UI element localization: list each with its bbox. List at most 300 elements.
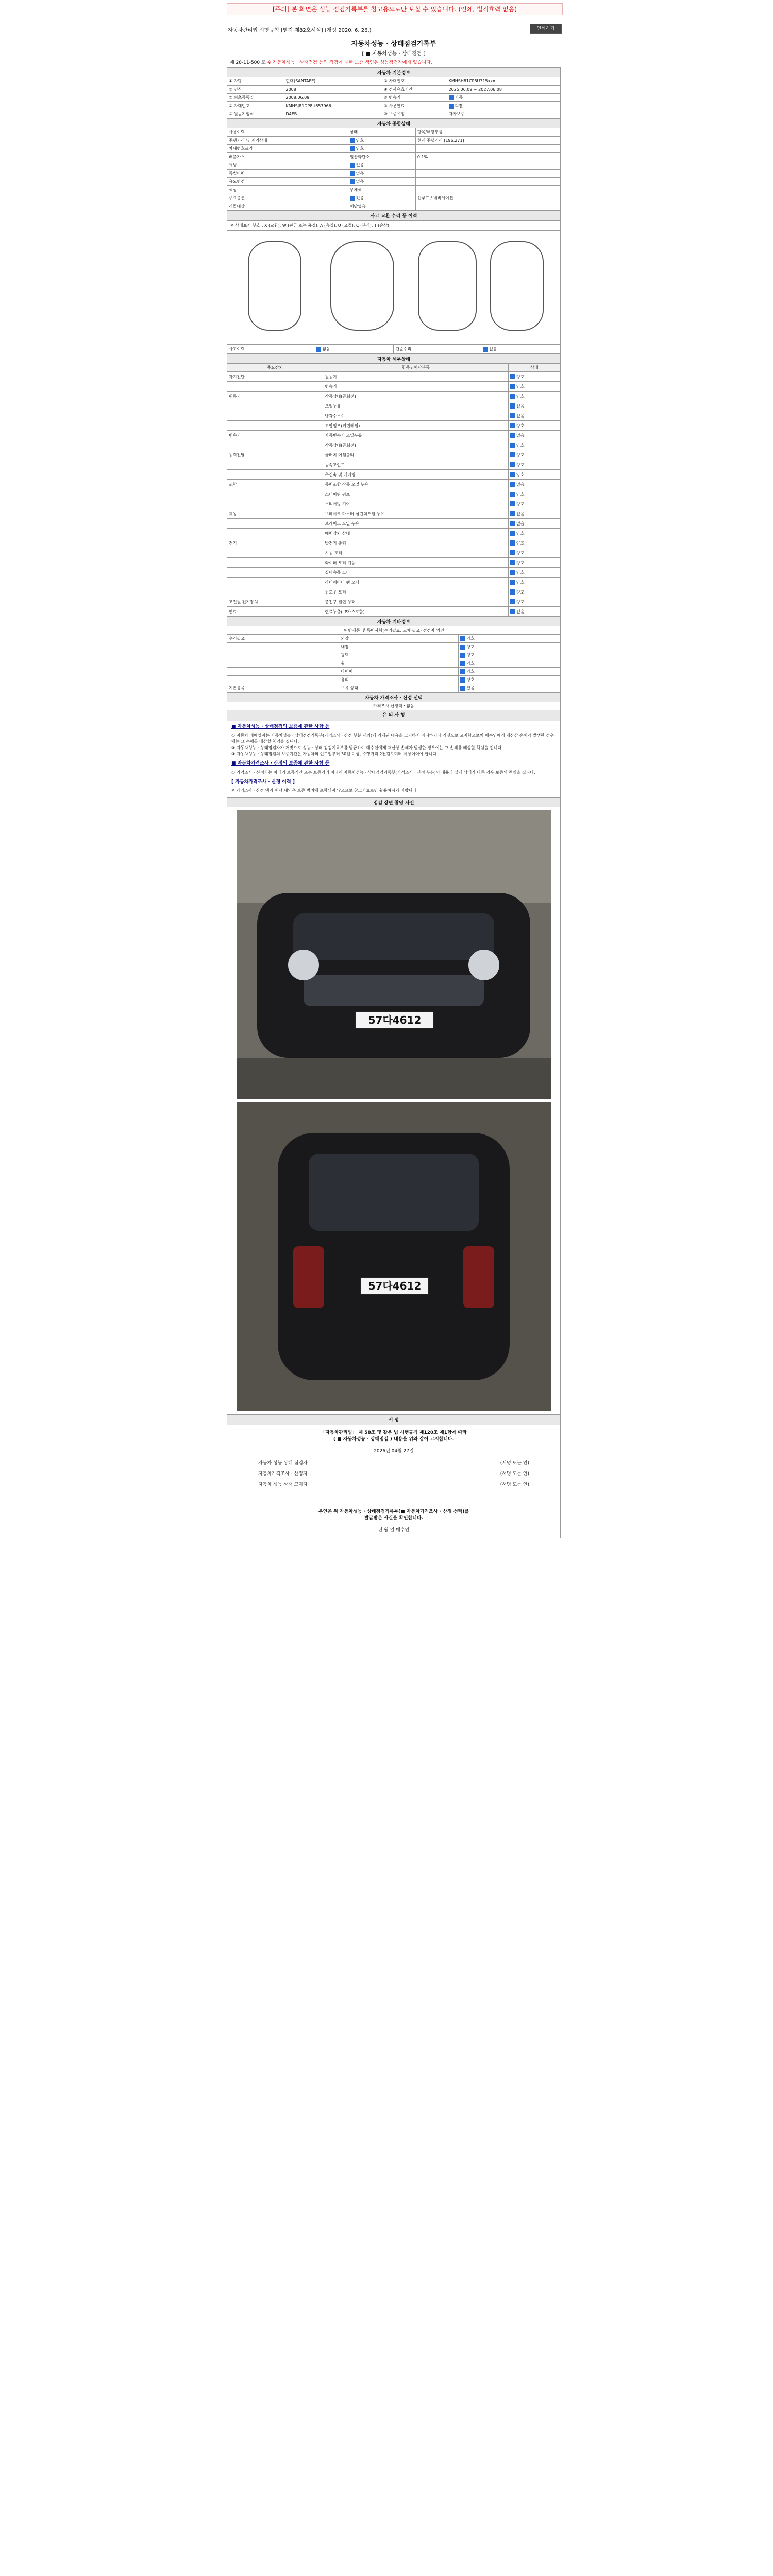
checkbox-icon (460, 645, 465, 650)
inspection-cell: 동력조향 작동 오일 누유 (323, 480, 509, 489)
inspection-row (227, 538, 561, 548)
checkbox-icon (510, 501, 515, 506)
etc-cell (227, 659, 339, 668)
checkbox-icon (510, 540, 515, 546)
checkbox-icon (510, 394, 515, 399)
checkbox-icon (510, 384, 515, 389)
status-cell: 배출가스 (227, 153, 348, 161)
etc-cell: 양호 (459, 676, 561, 684)
inspection-row (227, 529, 561, 538)
footer-section (227, 1497, 561, 1538)
price-table (227, 692, 561, 710)
etc-row (227, 676, 561, 684)
footer-line2: 발급받은 사실을 확인합니다. (364, 1516, 423, 1521)
status-cell: 일산화탄소 (348, 153, 415, 161)
status-cell: 없음 (348, 161, 415, 170)
inspection-row (227, 372, 561, 382)
inspection-cell: 없음 (509, 411, 561, 421)
status-cell: 주행거리 및 계기상태 (227, 137, 348, 145)
car-rear-photo-icon (237, 1102, 551, 1411)
document-note (230, 59, 558, 65)
etc-cell: 타이어 (339, 668, 459, 676)
etc-cell: 광택 (339, 651, 459, 659)
accident-value: 없음 (314, 345, 394, 353)
checkbox-icon (460, 686, 465, 691)
price-head: 자동차 가격조사 · 산정 선택 (227, 693, 561, 702)
inspection-row (227, 460, 561, 470)
accident-table (227, 211, 561, 221)
checkbox-icon (510, 511, 515, 516)
status-row (227, 161, 561, 170)
inspection-row (227, 480, 561, 489)
vehicle-row (227, 77, 561, 86)
vehicle-cell: 2025.06.09 ~ 2027.06.08 (447, 86, 560, 94)
checkbox-icon (449, 104, 454, 109)
inspection-cell: 연료누출(LP가스포함) (323, 607, 509, 617)
footer-line3: 년 월 일 매수인 (378, 1528, 410, 1533)
inspection-col: 주요장치 (227, 364, 323, 372)
etc-row (227, 684, 561, 692)
inspection-cell (227, 578, 323, 587)
vehicle-photo-rear (237, 1102, 551, 1411)
signature-line1: 「자동차관리법」 제 58조 및 같은 법 시행규칙 제120조 제1항에 따라 (321, 1430, 467, 1435)
etc-table (227, 617, 561, 692)
inspection-cell (227, 421, 323, 431)
inspection-cell: 오일누유 (323, 401, 509, 411)
repair-value: 없음 (481, 345, 560, 353)
photo-section (227, 798, 561, 1415)
vehicle-cell: ② 차대번호 (382, 77, 447, 86)
checkbox-icon (510, 589, 515, 595)
notice-section (227, 710, 561, 798)
etc-cell: 기본품목 (227, 684, 339, 692)
inspection-cell: 와이퍼 모터 기능 (323, 558, 509, 568)
inspection-cell (227, 499, 323, 509)
inspection-cell: 고전원 전기장치 (227, 597, 323, 607)
inspection-cell: 브레이크 오일 누유 (323, 519, 509, 529)
status-cell: 차대번호표기 (227, 145, 348, 153)
vehicle-cell: 자가보증 (447, 110, 560, 118)
vehicle-cell: ⑨ 원동기형식 (227, 110, 284, 118)
inspection-cell: 윈도우 모터 (323, 587, 509, 597)
checkbox-icon (510, 443, 515, 448)
etc-cell: 양호 (459, 643, 561, 651)
inspection-cell: 연료 (227, 607, 323, 617)
vehicle-cell: 현대(SANTAFE) (284, 77, 382, 86)
vehicle-cell: KMHSJ81DP8U657966 (284, 102, 382, 110)
inspection-row (227, 470, 561, 480)
etc-cell: 휠 (339, 659, 459, 668)
notice-paragraph: ① 가격조사 · 산정자는 아래의 보증기간 또는 보증거리 이내에 자동차성능 · 상태점검기록부(가격조사 · 산정 부분)의 내용과 실제 상태가 다른 경우 보증의 책임을 집니다. (231, 770, 535, 775)
inspection-document (227, 36, 561, 1538)
signature-date: 2026년 04월 27일 (374, 1449, 414, 1454)
inspection-table (227, 353, 561, 617)
vehicle-cell: KMHSH81CP8U315xxx (447, 77, 560, 86)
status-row (227, 128, 561, 137)
inspection-row (227, 568, 561, 578)
etc-cell: 외장 (339, 635, 459, 643)
etc-cell: 보유 상태 (339, 684, 459, 692)
inspection-row (227, 558, 561, 568)
notice-paragraph: ※ 가격조사 · 산정 액과 해당 내역은 보증 범위에 포함되지 않으므로 참고자료로만 활용하시기 바랍니다. (231, 788, 418, 793)
inspection-cell: 양호 (509, 538, 561, 548)
inspection-cell: 배력장치 상태 (323, 529, 509, 538)
checkbox-icon (510, 599, 515, 604)
status-cell: 색상 (227, 186, 348, 194)
inspection-cell: 없음 (509, 431, 561, 440)
etc-cell: 내장 (339, 643, 459, 651)
inspection-cell: 양호 (509, 568, 561, 578)
accident-legend: ※ 상태표시 부호 : X (교환), W (판금 또는 용접), A (흠집), U (요철), C (부식), T (손상) (227, 221, 561, 231)
signature-head: 서 명 (227, 1415, 560, 1425)
checkbox-icon (316, 347, 321, 352)
etc-row (227, 668, 561, 676)
checkbox-icon (510, 374, 515, 379)
inspection-cell: 없음 (509, 519, 561, 529)
car-top-icon (330, 241, 394, 331)
checkbox-icon (460, 636, 465, 641)
inspection-cell: 동력전달 (227, 450, 323, 460)
inspection-cell: 양호 (509, 499, 561, 509)
vehicle-cell: ⑦ 차대번호 (227, 102, 284, 110)
checkbox-icon (460, 653, 465, 658)
etc-sub: ※ 반제품 및 특이사항(수리필요, 교체 필요) 점검자 의견 (227, 626, 561, 635)
checkbox-icon (510, 452, 515, 457)
inspection-cell: 작동상태(공회전) (323, 392, 509, 401)
inspection-row (227, 509, 561, 519)
inspection-cell: 라디에이터 팬 모터 (323, 578, 509, 587)
status-cell: 주요옵션 (227, 194, 348, 202)
etc-row (227, 651, 561, 659)
status-cell: 특별이력 (227, 170, 348, 178)
accident-label: 사고이력 (227, 345, 314, 353)
price-value: 가격조사 산정액 : 없음 (227, 702, 561, 710)
status-cell (415, 161, 560, 170)
accident-summary (227, 345, 561, 353)
inspection-row (227, 450, 561, 460)
signature-section (227, 1415, 561, 1497)
checkbox-icon (510, 550, 515, 555)
etc-row (227, 659, 561, 668)
inspection-cell (227, 489, 323, 499)
vehicle-cell: ③ 연식 (227, 86, 284, 94)
etc-row (227, 643, 561, 651)
inspection-cell (227, 558, 323, 568)
inspection-col: 상태 (509, 364, 561, 372)
etc-cell: 양호 (459, 668, 561, 676)
vehicle-cell: 2008.06.09 (284, 94, 382, 102)
checkbox-icon (510, 462, 515, 467)
inspection-head: 자동차 세부상태 (227, 354, 561, 364)
checkbox-icon (350, 146, 355, 151)
status-row (227, 186, 561, 194)
status-cell (415, 178, 560, 186)
inspection-cell: 양호 (509, 460, 561, 470)
etc-cell: 양호 (459, 635, 561, 643)
inspection-row (227, 440, 561, 450)
checkbox-icon (510, 413, 515, 418)
checkbox-icon (460, 661, 465, 666)
vehicle-cell: 디젤 (447, 102, 560, 110)
notice-title: 유 의 사 항 (227, 710, 560, 721)
checkbox-icon (460, 677, 465, 683)
status-row (227, 137, 561, 145)
inspection-row (227, 382, 561, 392)
checkbox-icon (510, 492, 515, 497)
inspection-cell: 클러치 어셈블리 (323, 450, 509, 460)
notice-paragraph: ③ 자동차성능 · 상태점검의 보증기간은 자동차의 인도일부터 30일 이상, 주행거리 2천킬로미터 이상이어야 합니다. (231, 752, 438, 756)
etc-cell (227, 668, 339, 676)
status-row (227, 202, 561, 211)
document-title: 자동차성능 · 상태점검기록부 (351, 40, 436, 48)
inspection-cell: 스티어링 기어 (323, 499, 509, 509)
vehicle-cell: ① 차명 (227, 77, 284, 86)
photo-head: 점검 장면 촬영 사진 (227, 798, 560, 807)
inspection-row (227, 489, 561, 499)
etc-head: 자동차 기타정보 (227, 617, 561, 626)
checkbox-icon (350, 179, 355, 184)
checkbox-icon (350, 138, 355, 143)
signature-row: 자동차가격조사 · 산정자 (서명 또는 인) (258, 1471, 529, 1477)
inspection-row (227, 421, 561, 431)
inspection-cell: 등속조인트 (323, 460, 509, 470)
status-cell: 없음 (348, 178, 415, 186)
checkbox-icon (510, 423, 515, 428)
inspection-cell: 양호 (509, 470, 561, 480)
checkbox-icon (510, 531, 515, 536)
inspection-cell: 조향 (227, 480, 323, 489)
checkbox-icon (483, 347, 488, 352)
inspection-cell: 없음 (509, 401, 561, 411)
inspection-cell: 작동상태(공회전) (323, 440, 509, 450)
signature-line2: ( ■ 자동차성능 · 상태점검 ) 내용을 위와 같이 고지합니다. (333, 1437, 455, 1442)
checkbox-icon (510, 472, 515, 477)
notice-heading-3: [ 자동차가격조사 · 산정 이력 ] (231, 779, 295, 785)
inspection-cell: 양호 (509, 529, 561, 538)
checkbox-icon (510, 521, 515, 526)
warning-banner: [주의] 본 화면은 성능 점검기록부를 참고용으로만 보실 수 있습니다. (인쇄, 법적효력 없음) (227, 3, 563, 15)
status-cell: 있음 (348, 194, 415, 202)
etc-cell (227, 676, 339, 684)
inspection-cell: 원동기 (323, 372, 509, 382)
inspection-row (227, 499, 561, 509)
status-cell: 리콜대상 (227, 202, 348, 211)
status-cell: 용도변경 (227, 178, 348, 186)
inspection-cell (227, 411, 323, 421)
vehicle-row (227, 102, 561, 110)
vehicle-row (227, 94, 561, 102)
inspection-cell: 브레이크 마스터 실린더오일 누유 (323, 509, 509, 519)
checkbox-icon (510, 433, 515, 438)
inspection-cell (227, 529, 323, 538)
inspection-cell: 자기진단 (227, 372, 323, 382)
repair-label: 단순수리 (394, 345, 481, 353)
signature-row: 자동차 성능 상태 점검자 (서명 또는 인) (258, 1461, 529, 1466)
vehicle-cell: ⑩ 보증유형 (382, 110, 447, 118)
checkbox-icon (460, 669, 465, 674)
vehicle-cell: D4EB (284, 110, 382, 118)
notice-paragraph: ② 자동차성능 · 상태점검자가 거짓으로 성능 · 상태 점검기록부를 발급하여 매수인에게 재산상 손해가 발생한 경우에는 그 손해를 배상할 책임을 집니다. (231, 745, 503, 750)
etc-cell: 양호 (459, 659, 561, 668)
car-diagram (227, 231, 561, 345)
checkbox-icon (350, 163, 355, 168)
inspection-row (227, 607, 561, 617)
status-row (227, 194, 561, 202)
notice-paragraph: ① 자동차 매매업자는 자동차성능 · 상태점검기록부(가격조사 · 산정 부분 제외)에 기재된 내용을 고지하지 아니하거나 거짓으로 고지함으로써 매수인에게 재산상 손해가 발생한 경우에는 그 손해를 배상할 책임을 집니다. (231, 733, 554, 744)
status-cell (415, 202, 560, 211)
status-cell (415, 145, 560, 153)
inspection-cell: 냉각수누수 (323, 411, 509, 421)
inspection-cell: 발전기 출력 (323, 538, 509, 548)
checkbox-icon (510, 609, 515, 614)
status-cell: 0.1% (415, 153, 560, 161)
etc-cell: 있음 (459, 684, 561, 692)
vehicle-cell: 자동 (447, 94, 560, 102)
inspection-cell: 없음 (509, 509, 561, 519)
checkbox-icon (510, 570, 515, 575)
inspection-cell (227, 460, 323, 470)
car-side-right-icon (490, 241, 544, 331)
inspection-cell: 원동기 (227, 392, 323, 401)
inspection-cell: 양호 (509, 372, 561, 382)
checkbox-icon (350, 196, 355, 201)
notice-heading-1: ■ 자동차성능 · 상태점검의 보증에 관한 사항 등 (231, 724, 330, 730)
etc-cell (227, 651, 339, 659)
inspection-cell: 자동변속기 오일누유 (323, 431, 509, 440)
inspection-cell: 양호 (509, 392, 561, 401)
car-front-photo-icon (237, 810, 551, 1099)
inspection-row (227, 431, 561, 440)
inspection-cell: 양호 (509, 382, 561, 392)
vehicle-cell: 2008 (284, 86, 382, 94)
top-bar (227, 24, 562, 35)
inspection-cell: 양호 (509, 421, 561, 431)
inspection-cell (227, 401, 323, 411)
inspection-row (227, 587, 561, 597)
vehicle-head: 자동차 기본정보 (227, 68, 561, 77)
inspection-cell: 양호 (509, 489, 561, 499)
etc-cell: 유리 (339, 676, 459, 684)
inspection-cell: 없음 (509, 480, 561, 489)
inspection-cell: 양호 (509, 587, 561, 597)
document-red-note: ※ 자동차성능 · 상태점검 등의 점검에 대한 보증 책임은 성능점검자에게 있습니다. (267, 60, 432, 65)
inspection-cell: 양호 (509, 548, 561, 558)
status-row (227, 170, 561, 178)
vehicle-row (227, 110, 561, 118)
notice-heading-2: ■ 자동차가격조사 · 산정의 보증에 관한 사항 등 (231, 761, 330, 766)
inspection-cell: 스티어링 펌프 (323, 489, 509, 499)
car-side-left-icon (248, 241, 301, 331)
inspection-cell (227, 587, 323, 597)
inspection-cell: 실내송풍 모터 (323, 568, 509, 578)
status-cell: 튜닝 (227, 161, 348, 170)
status-cell: 선루프 / 네비게이션 (415, 194, 560, 202)
vehicle-cell: ④ 검사유효기간 (382, 86, 447, 94)
status-cell: 사용이력 (227, 128, 348, 137)
checkbox-icon (350, 171, 355, 176)
inspection-cell: 제동 (227, 509, 323, 519)
inspection-cell: 양호 (509, 578, 561, 587)
status-cell: 양호 (348, 137, 415, 145)
status-cell: 해당없음 (348, 202, 415, 211)
vehicle-cell: ⑧ 사용연료 (382, 102, 447, 110)
inspection-cell: 추진축 및 베어링 (323, 470, 509, 480)
inspection-cell: 전기 (227, 538, 323, 548)
checkbox-icon (510, 560, 515, 565)
status-cell: 항목/해당부품 (415, 128, 560, 137)
etc-cell: 양호 (459, 651, 561, 659)
car-bottom-icon (418, 241, 477, 331)
status-cell (415, 170, 560, 178)
status-cell (415, 186, 560, 194)
inspection-row (227, 519, 561, 529)
inspection-cell (227, 470, 323, 480)
status-table (227, 118, 561, 211)
status-cell: 무채색 (348, 186, 415, 194)
vehicle-cell: ⑤ 최초등록일 (227, 94, 284, 102)
etc-cell (227, 643, 339, 651)
inspection-cell (227, 440, 323, 450)
inspection-col: 항목 / 해당부품 (323, 364, 509, 372)
status-row (227, 178, 561, 186)
checkbox-icon (449, 95, 454, 100)
vehicle-photo-front (237, 810, 551, 1099)
inspection-cell: 양호 (509, 440, 561, 450)
signature-row: 자동차 성능 상태 고지자 (서명 또는 인) (258, 1482, 529, 1487)
inspection-cell (227, 382, 323, 392)
inspection-cell (227, 568, 323, 578)
license-plate: 57다4612 (360, 1277, 429, 1295)
status-cell: 양호 (348, 145, 415, 153)
inspection-cell: 없음 (509, 607, 561, 617)
inspection-row (227, 548, 561, 558)
inspection-cell (227, 548, 323, 558)
inspection-cell: 시동 모터 (323, 548, 509, 558)
checkbox-icon (510, 580, 515, 585)
etc-cell: 수리필요 (227, 635, 339, 643)
inspection-cell: 변속기 (323, 382, 509, 392)
inspection-row (227, 392, 561, 401)
print-button[interactable]: 인쇄하기 (530, 24, 562, 34)
document-number: 제 28-11-500 호 (230, 60, 266, 65)
footer-line1: 본인은 위 자동차성능 · 상태점검기록부(■ 자동차가격조사 · 산정 선택)를 (318, 1509, 469, 1514)
inspection-row (227, 401, 561, 411)
status-cell: 상태 (348, 128, 415, 137)
document-subtitle: [ ■ 자동차성능 · 상태점검 ] (362, 51, 426, 57)
vehicle-row (227, 86, 561, 94)
accident-head: 사고 교환 수리 등 이력 (227, 211, 561, 221)
status-row (227, 153, 561, 161)
inspection-cell: 양호 (509, 450, 561, 460)
inspection-cell (227, 519, 323, 529)
inspection-cell: 충전구 절연 상태 (323, 597, 509, 607)
status-row (227, 145, 561, 153)
vehicle-cell: ⑥ 변속기 (382, 94, 447, 102)
inspection-row (227, 578, 561, 587)
vehicle-basic-table (227, 67, 561, 118)
status-cell: 현재 주행거리 [196,271] (415, 137, 560, 145)
inspection-cell: 양호 (509, 597, 561, 607)
status-cell: 없음 (348, 170, 415, 178)
inspection-row (227, 597, 561, 607)
license-plate: 57다4612 (355, 1011, 434, 1029)
inspection-cell: 양호 (509, 558, 561, 568)
etc-row (227, 635, 561, 643)
inspection-cell: 변속기 (227, 431, 323, 440)
inspection-row (227, 411, 561, 421)
status-head: 자동차 종합상태 (227, 119, 561, 128)
inspection-cell: 고압펌프(커먼레일) (323, 421, 509, 431)
